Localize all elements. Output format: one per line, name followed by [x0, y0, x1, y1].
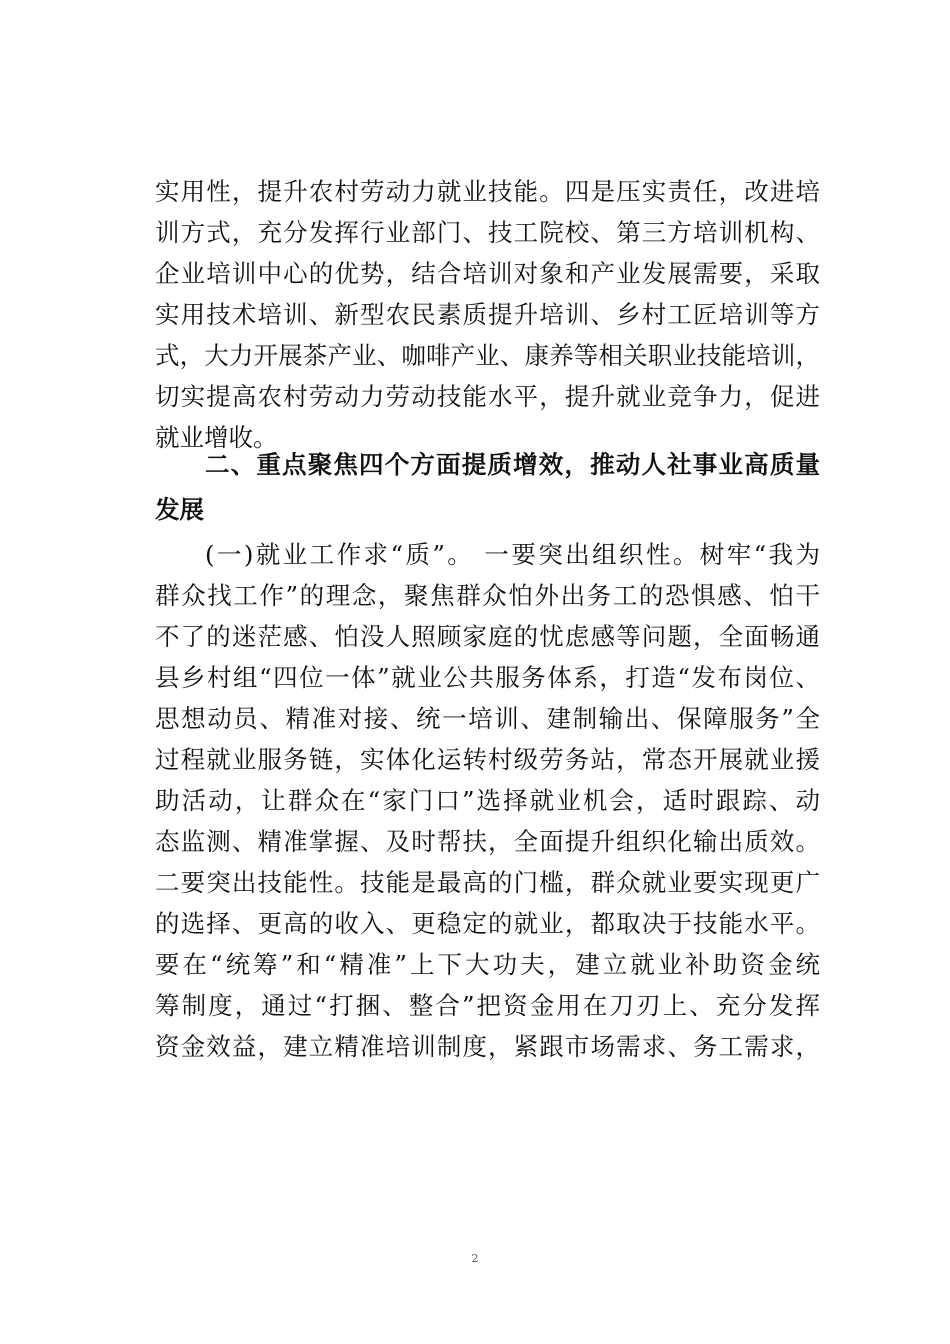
- paragraph-2-line: (一)就业工作求“质”。 一要突出组织性。树牢“我为: [205, 540, 820, 569]
- page-number: 2: [471, 1252, 479, 1265]
- paragraph-2-line: 要在“统筹”和“精准”上下大功夫，建立就业补助资金统: [155, 950, 820, 979]
- paragraph-2-line: 态监测、精准掌握、及时帮扶，全面提升组织化输出质效。: [155, 827, 820, 856]
- paragraph-1-line: 训方式，充分发挥行业部门、技工院校、第三方培训机构、: [155, 218, 820, 247]
- paragraph-1-line: 实用性，提升农村劳动力就业技能。四是压实责任，改进培: [155, 177, 820, 206]
- paragraph-2-line: 筹制度，通过“打捆、整合”把资金用在刀刃上、充分发挥: [155, 991, 820, 1020]
- paragraph-1-line: 实用技术培训、新型农民素质提升培训、乡村工匠培训等方: [155, 300, 820, 329]
- paragraph-1-line: 企业培训中心的优势，结合培训对象和产业发展需要，采取: [155, 259, 820, 288]
- paragraph-2-line: 二要突出技能性。技能是最高的门槛，群众就业要实现更广: [155, 868, 820, 897]
- section-heading-continued: 发展: [155, 495, 204, 524]
- paragraph-2-line: 县乡村组“四位一体”就业公共服务体系，打造“发布岗位、: [155, 663, 820, 692]
- section-heading: 二、重点聚焦四个方面提质增效，推动人社事业高质量: [205, 450, 820, 479]
- paragraph-2-line: 群众找工作”的理念，聚焦群众怕外出务工的恐惧感、怕干: [155, 581, 820, 610]
- paragraph-2-line: 助活动，让群众在“家门口”选择就业机会，适时跟踪、动: [155, 786, 820, 815]
- paragraph-2-line: 的选择、更高的收入、更稳定的就业，都取决于技能水平。: [155, 909, 820, 938]
- paragraph-1-line: 切实提高农村劳动力劳动技能水平，提升就业竞争力，促进: [155, 382, 820, 411]
- paragraph-2-line: 过程就业服务链，实体化运转村级劳务站，常态开展就业援: [155, 745, 820, 774]
- paragraph-2-line: 思想动员、精准对接、统一培训、建制输出、保障服务”全: [155, 704, 820, 733]
- paragraph-1-line: 式，大力开展茶产业、咖啡产业、康养等相关职业技能培训，: [155, 341, 820, 370]
- paragraph-1-line: 就业增收。: [155, 423, 278, 452]
- paragraph-2-line: 资金效益，建立精准培训制度，紧跟市场需求、务工需求，: [155, 1032, 820, 1061]
- paragraph-2-line: 不了的迷茫感、怕没人照顾家庭的忧虑感等问题，全面畅通: [155, 622, 820, 651]
